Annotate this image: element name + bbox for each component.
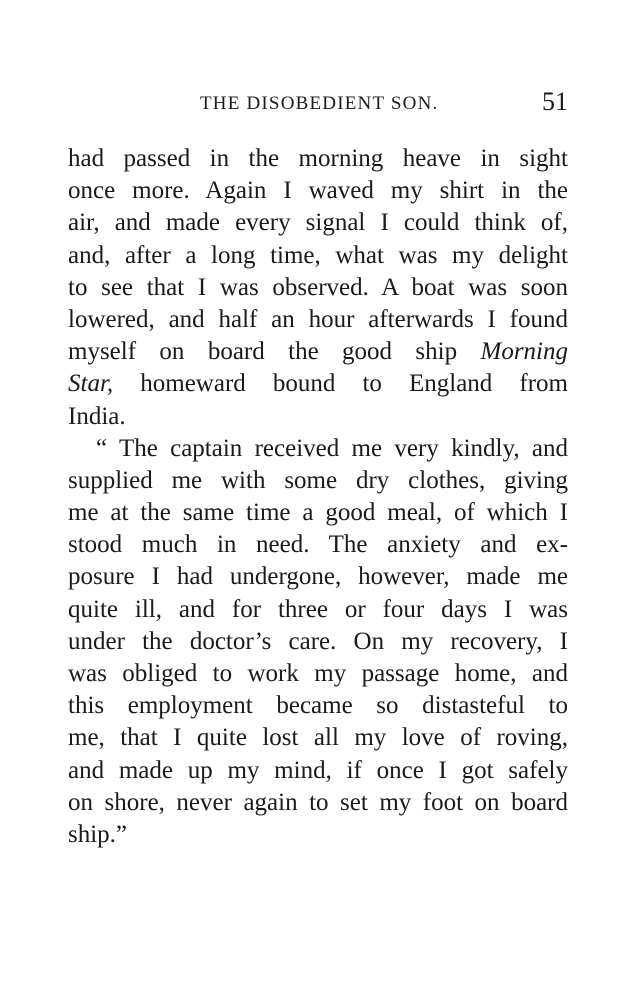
text-line: on shore, never again to set my foot on board <box>68 788 568 816</box>
text-line: and made up my mind, if once I got safely <box>68 756 568 784</box>
text-line: to see that I was observed. A boat was soon <box>68 273 568 301</box>
text-line: had passed in the morning heave in sight <box>68 145 568 172</box>
text-line: India. <box>68 402 126 430</box>
text-line <box>68 368 568 400</box>
text-line: this employment became so distasteful to <box>68 692 568 720</box>
body-text <box>68 143 568 851</box>
text-line: once more. Again I waved my shirt in the <box>68 177 568 205</box>
text-line: under the doctor’s care. On my recovery, I <box>68 627 568 655</box>
text-line: air, and made every signal I could think of, <box>68 209 568 237</box>
text-line: posure I had undergone, however, made me <box>68 563 568 591</box>
running-head-title: THE DISOBEDIENT SON. <box>200 93 439 114</box>
text-line: ship.” <box>68 820 128 848</box>
text-line <box>68 336 568 368</box>
text-run: homeward bound to England from <box>140 370 568 398</box>
ship-name-part-2: Star, <box>68 370 114 398</box>
text-line: lowered, and half an hour afterwards I found <box>68 305 568 333</box>
running-head <box>68 88 568 118</box>
text-line: me, that I quite lost all my love of roving, <box>68 724 568 752</box>
text-line: and, after a long time, what was my delight <box>68 241 568 269</box>
text-line: “ The captain received me very kindly, and <box>96 434 568 462</box>
text-line: supplied me with some dry clothes, giving <box>68 466 568 494</box>
text-line: me at the same time a good meal, of which I <box>68 499 568 527</box>
text-line: quite ill, and for three or four days I was <box>68 595 568 623</box>
ship-name-part-1: Morning <box>480 338 568 366</box>
text-line: was obliged to work my passage home, and <box>68 660 568 687</box>
page-number: 51 <box>542 87 568 116</box>
text-line: stood much in need. The anxiety and ex- <box>68 531 568 559</box>
text-run: myself on board the good ship <box>68 338 458 366</box>
